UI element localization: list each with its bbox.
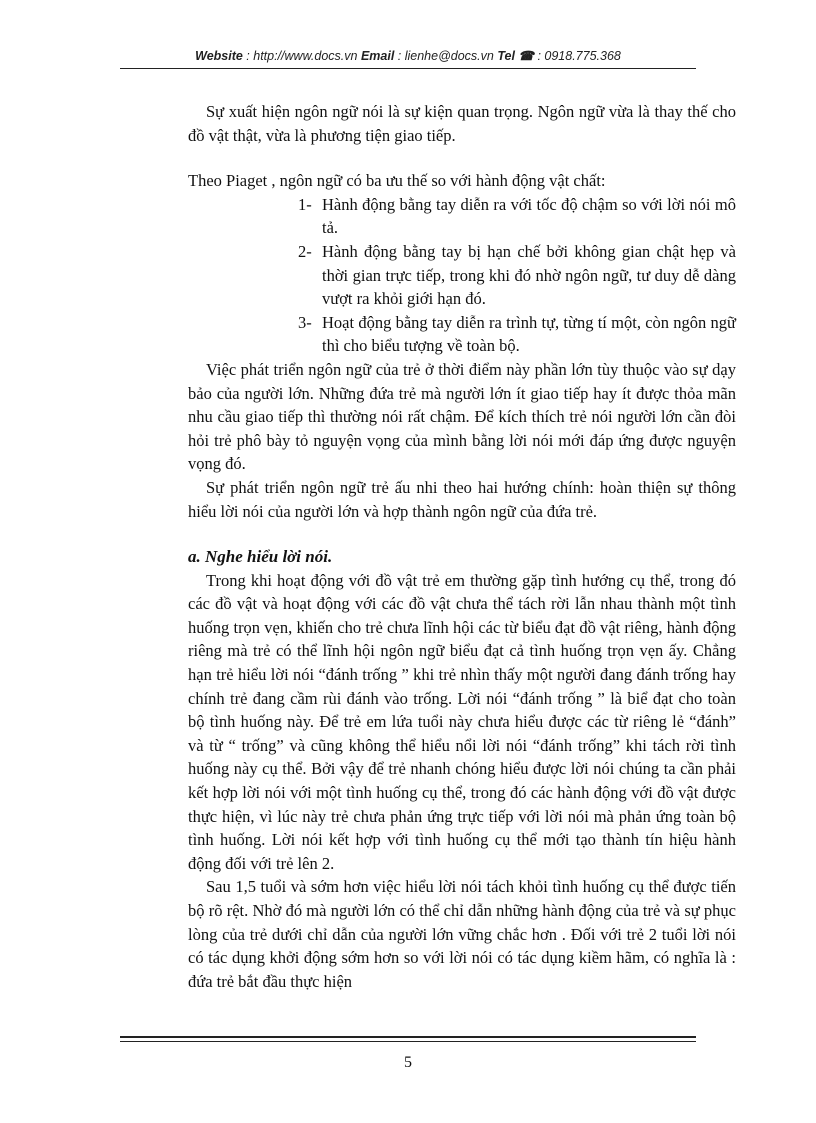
list-item-number: 2-	[298, 241, 312, 261]
tel-number: : 0918.775.368	[533, 49, 621, 63]
list-item	[298, 311, 736, 358]
section-heading: a. Nghe hiểu lời nói.	[188, 547, 333, 567]
email-address: : lienhe@docs.vn	[394, 49, 498, 63]
paragraph-speech-emergence: Sự xuất hiện ngôn ngữ nói là sự kiện quan trọng. Ngôn ngữ vừa là thay thế cho đồ vật thật, vừa là phương tiện giao tiếp.	[188, 102, 736, 145]
list-item-number: 3-	[298, 312, 312, 332]
tel-label: Tel ☎	[497, 49, 534, 63]
page-header	[120, 48, 696, 63]
website-label: Website	[195, 49, 243, 63]
list-item-text: Hoạt động bằng tay diễn ra trình tự, từng tí một, còn ngôn ngữ thì cho biểu tượng về toàn bộ.	[322, 312, 736, 356]
footer-rule-thin	[120, 1041, 696, 1042]
advantages-list	[298, 193, 736, 358]
page-body	[188, 100, 736, 993]
header-rule	[120, 68, 696, 69]
paragraph-piaget-intro: Theo Piaget , ngôn ngữ có ba ưu thế so với hành động vật chất:	[188, 171, 606, 191]
email-label: Email	[360, 49, 395, 63]
paragraph-after-18-months: Sau 1,5 tuổi và sớm hơn việc hiểu lời nói tách khỏi tình huống cụ thể được tiến bộ rõ rệt. Nhờ đó mà người lớn có thể chỉ dẫn những hành động của trẻ và sự phục lòng của trẻ dưới chỉ dẫn của người lớn vững chắc hơn . Đối với trẻ 2 tuổi lời nói có tác dụng khởi động sớm hơn so với lời nói có tác dụng kiềm hãm, có nghĩa là : đứa trẻ bắt đầu thực hiện	[188, 877, 736, 991]
paragraph-situation-understanding: Trong khi hoạt động với đồ vật trẻ em thường gặp tình hướng cụ thể, trong đó các đồ vật và hoạt động với các đồ vật chưa thể tách rời lẫn nhau thành một tình huống trọn vẹn, khiến cho trẻ chưa lĩnh hội các từ biểu đạt đồ vật riêng, hành động riêng mà trẻ có thể lĩnh hội ngôn ngữ biểu đạt cả tình huống trọn vẹn ấy. Chẳng hạn trẻ hiểu lời nói “đánh trống ” khi trẻ nhìn thấy một người đang đánh trống hay chính trẻ đang cầm rùi đánh vào trống. Lời nói “đánh trống ” là biể đạt cho toàn bộ tình huống này. Để trẻ em lứa tuổi này chưa hiểu được các từ riêng lẻ “đánh” và từ “ trống” và cũng không thể hiểu nổi lời nói “đánh trống” khi tách rời tình huống này cụ thể. Bởi vậy để trẻ nhanh chóng hiểu được lời nói chúng ta cần phải kết hợp lời nói với một tình huống cụ thể, trong đó các hành động với đồ vật được thực hiện, vì lúc này trẻ chưa phản ứng trực tiếp với lời nói mà phản ứng toàn bộ tình huống. Lời nói kết hợp với tình huống cụ thể mới tạo thành tín hiệu hành động đối với trẻ lên 2.	[188, 570, 736, 873]
spacer	[188, 147, 736, 169]
page-number: 5	[404, 1054, 412, 1071]
paragraph-adult-influence: Việc phát triển ngôn ngữ của trẻ ở thời điểm này phần lớn tùy thuộc vào sự dạy bảo của người lớn. Những đứa trẻ mà người lớn ít giao tiếp hay ít được thỏa mãn nhu cầu giao tiếp thì thường nói rất chậm. Để kích thích trẻ nói người lớn cần đòi hỏi trẻ phô bày tỏ nguyện vọng của mình bằng lời nói mới đáp ứng được nguyện vọng đó.	[188, 359, 736, 474]
website-url: : http://www.docs.vn	[242, 49, 361, 63]
list-item-text: Hành động bằng tay bị hạn chế bởi không gian chật hẹp và thời gian trực tiếp, trong khi đó nhờ ngôn ngữ, tư duy dễ dàng vượt ra khỏi giới hạn đó.	[322, 241, 736, 309]
spacer	[188, 523, 736, 545]
paragraph-two-directions: Sự phát triển ngôn ngữ trẻ ấu nhi theo hai hướng chính: hoàn thiện sự thông hiểu lời nói của người lớn và hợp thành ngôn ngữ của đứa trẻ.	[188, 477, 736, 521]
footer-rule	[120, 1036, 696, 1038]
list-item	[298, 240, 736, 311]
list-item	[298, 193, 736, 240]
list-item-number: 1-	[298, 194, 312, 214]
list-item-text: Hành động bằng tay diễn ra với tốc độ chậm so với lời nói mô tả.	[322, 194, 736, 238]
